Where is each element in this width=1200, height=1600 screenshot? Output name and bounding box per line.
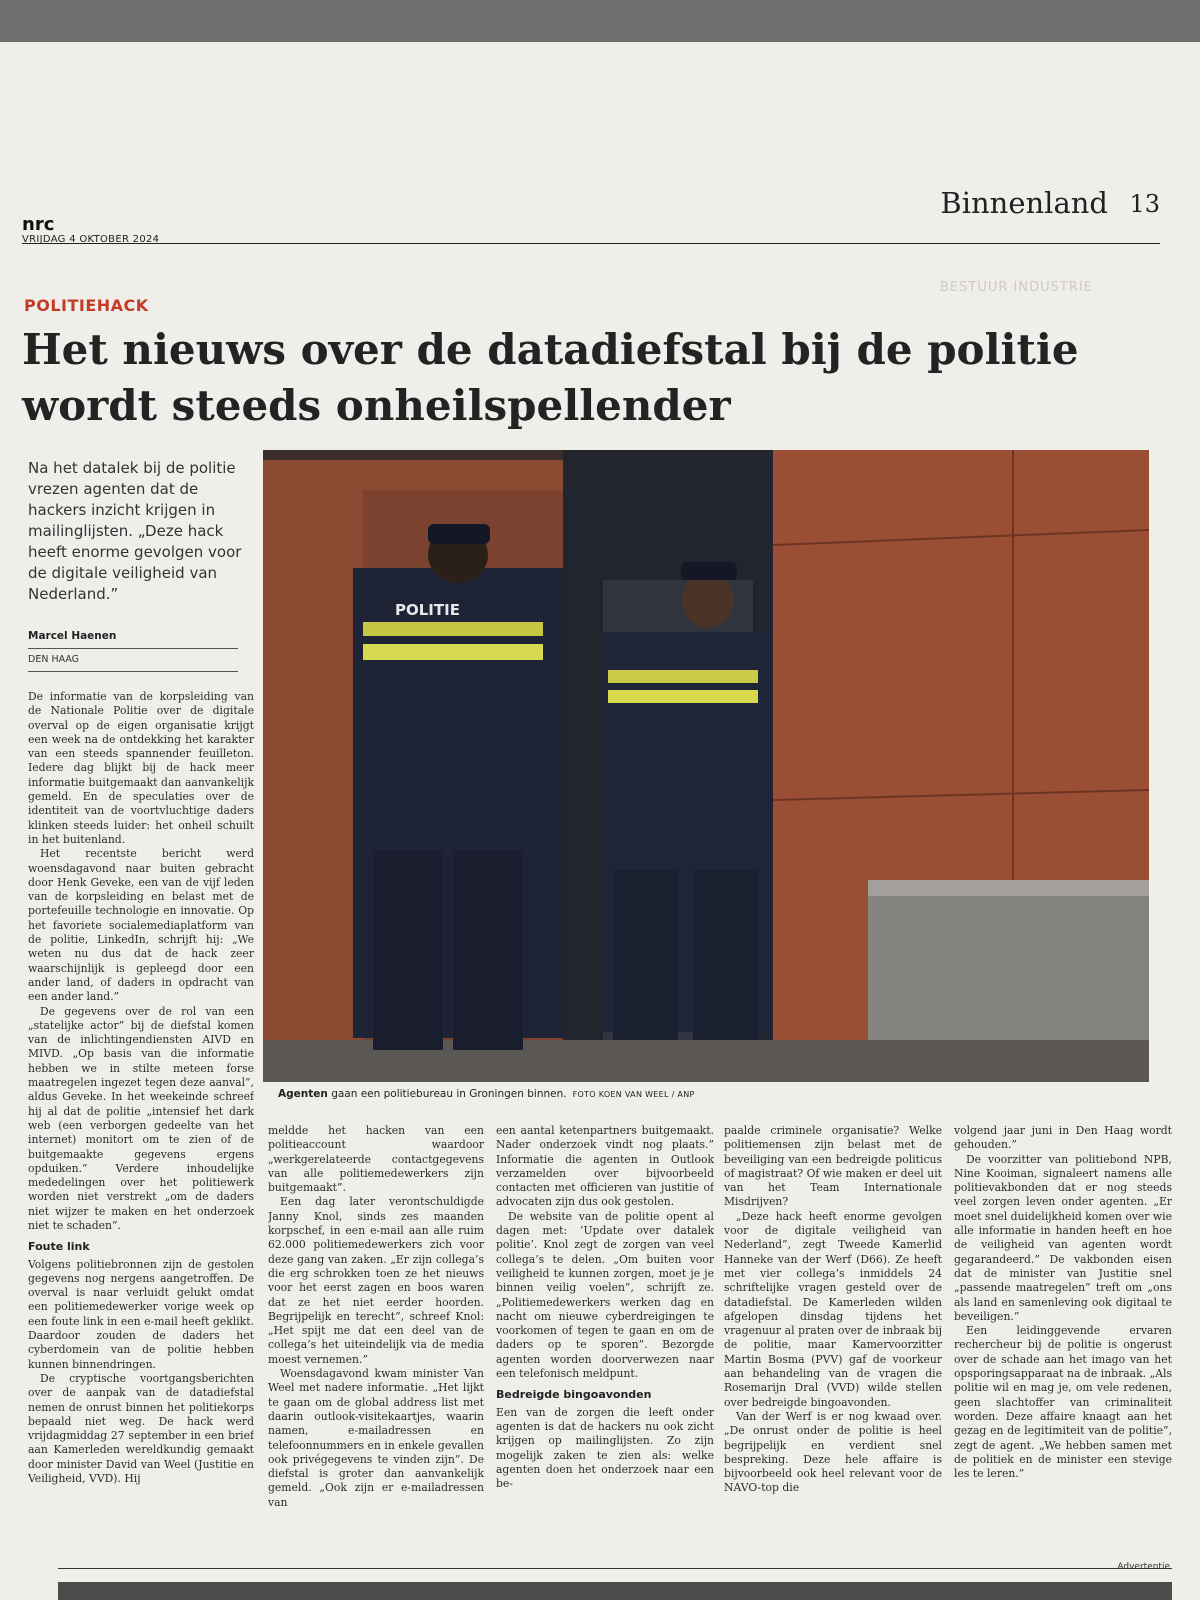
masthead: [22, 134, 1160, 244]
article-column-3: [496, 1124, 714, 1542]
police-officers-photo: [263, 450, 1149, 1082]
author-byline: Marcel Haenen: [28, 630, 238, 649]
paragraph: Het recentste bericht werd woensdagavond naar buiten gebracht door Henk Geveke, een van de vijf leden van de korpsleiding en belast met de portefeuille technologie en innovatie. Op het favoriete socialemediaplatform van de politie, LinkedIn, schrijft hij: „We weten nu dus dat de hack zeer waarschijnlijk is gepleegd door een ander land, of daders in opdracht van een ander land.”: [28, 847, 254, 1004]
article-column-1: [28, 690, 254, 1542]
footer-divider: [58, 1568, 1172, 1569]
paragraph: De informatie van de korpsleiding van de Nationale Politie over de digitale overval op de eigen organisatie krijgt een week na de ontdekking het karakter van een steeds spannender feuilleton. Iedere dag blijkt bij de hack meer informatie buitgemaakt dan aanvankelijk gemeld. En de speculaties over de identiteit van de voortvluchtige daders klinken steeds luider: het onheil schuilt in het buitenland.: [28, 690, 254, 846]
article-photo: [263, 450, 1149, 1082]
paragraph: meldde het hacken van een politieaccount waardoor „werkgerelateerde contactgegevens van alle politiemedewerkers zijn buitgemaakt”.: [268, 1124, 484, 1195]
article-column-2: [268, 1124, 484, 1542]
photo-credit: FOTO KOEN VAN WEEL / ANP: [572, 1090, 695, 1099]
advert-label: Advertentie: [1117, 1562, 1170, 1572]
subheading: Bedreigde bingoavonden: [496, 1388, 652, 1402]
paragraph: De website van de politie opent al dagen met: ‘Update over datalek politie’. Knol zegt de zorgen van veel collega’s te delen. „Om buiten voor veiligheid te kunnen zorgen, moet je je binnen veilig voelen”, schrijft ze. „Politiemedewerkers werken dag en nacht om nieuwe cyberdreigingen te voorkomen of tegen te gaan en om de daders op te sporen”. Bezorgde agenten worden doorverwezen naar een telefonisch meldpunt.: [496, 1209, 714, 1381]
vest-label: POLITIE: [395, 601, 460, 619]
article-column-5: [954, 1124, 1172, 1542]
caption-text: gaan een politiebureau in Groningen binnen.: [327, 1088, 567, 1100]
paragraph: Van der Werf is er nog kwaad over. „De onrust onder de politie is heel begrijpelijk en verdient snel bespreking. Deze hele affaire is bijvoorbeeld ook heel relevant voor de NAVO-top die: [724, 1409, 942, 1495]
dateline-location: DEN HAAG: [28, 654, 238, 672]
paragraph: volgend jaar juni in Den Haag wordt gehouden.”: [954, 1124, 1172, 1152]
paragraph: Een van de zorgen die leeft onder agenten is dat de hackers nu ook zicht krijgen op mailinglijsten. Zo zijn mogelijk zaken te zien als: welke agenten doen het onderzoek naar een be-: [496, 1405, 714, 1491]
paragraph: Woensdagavond kwam minister Van Weel met nadere informatie. „Het lijkt te gaan om de global address list met daarin outlook-visitekaartjes, waarin namen, e-mailadressen en telefoonnummers en in enkele gevallen ook privégegevens te vinden zijn”. De diefstal is groter dan aanvankelijk gemeld. „Ook zijn er e-mailadressen van: [268, 1367, 484, 1509]
section-title: Binnenland: [940, 186, 1108, 220]
article-headline: Het nieuws over de datadiefstal bij de politie wordt steeds onheilspellender: [22, 325, 1079, 430]
paragraph: Volgens politiebronnen zijn de gestolen gegevens nog nergens aangetroffen. De overval is naar verluidt gelukt omdat een politiemedewerker vorige week op een foute link in een e-mail heeft geklikt. Daardoor zouden de daders het cyberdomein van de politie hebben kunnen binnendringen.: [28, 1257, 254, 1371]
photo-caption: [278, 1088, 1138, 1100]
subheading: Foute link: [28, 1240, 90, 1254]
paragraph: Een dag later verontschuldigde Janny Knol, sinds zes maanden korpschef, in een e-mail aan alle ruim 62.000 politiemedewerkers zich voor deze gang van zaken. „Er zijn collega’s die erg schrokken toen ze het nieuws voor het eerst zagen en boos waren dat ze het niet eerder hoorden. Begrijpelijk en terecht”, schreef Knol: „Het spijt me dat een deel van de collega’s het uiteindelijk via de media moest vernemen.”: [268, 1195, 484, 1366]
edition-date: VRIJDAG 4 OKTOBER 2024: [22, 234, 160, 245]
nrc-logo: nrc: [22, 214, 55, 235]
page-number: 13: [1129, 190, 1160, 218]
paragraph: een aantal ketenpartners buitgemaakt. Nader onderzoek vindt nog plaats.” Informatie die agenten in Outlook verzamelden over bijvoorbeeld contacten met officieren van justitie of advocaten zijn dus ook gestolen.: [496, 1124, 714, 1209]
article-column-4: [724, 1124, 942, 1542]
paragraph: paalde criminele organisatie? Welke politiemensen zijn belast met de beveiliging van een bedreigde politicus of magistraat? Of wie maken er deel uit van het Team Internationale Misdrijven?: [724, 1124, 942, 1209]
advertisement-strip: [58, 1582, 1172, 1600]
newspaper-page: [0, 42, 1200, 1600]
article-kicker: POLITIEHACK: [24, 296, 149, 315]
caption-lead: Agenten: [278, 1088, 328, 1100]
paragraph: Een leidinggevende ervaren rechercheur bij de politie is ongerust over de schade aan het imago van het opsporingsapparaat na de inbraak. „Als politie wil en mag je, om vele redenen, geen slachtoffer van criminaliteit worden. Deze affaire knaagt aan het gezag en de legitimiteit van de politie”, zegt de agent. „We hebben samen met de politiek en de minister een stevige les te leren.”: [954, 1324, 1172, 1481]
article-intro: Na het datalek bij de politie vrezen agenten dat de hackers inzicht krijgen in mailinglijsten. „Deze hack heeft enorme gevolgen voor de digitale veiligheid van Nederland.”: [28, 459, 242, 603]
police-officer-left: [353, 524, 563, 1050]
paragraph: De voorzitter van politiebond NPB, Nine Kooiman, signaleert namens alle politievakbonden dat er nog steeds veel zorgen leven onder agenten. „Er moet snel duidelijkheid komen over wie alle informatie in handen heeft en hoe de veiligheid van agenten wordt gegarandeerd.” De vakbonden eisen dat de minister van Justitie snel „passende maatregelen” treft om „ons als land en samenleving ook digitaal te beveiligen.”: [954, 1152, 1172, 1323]
neighbour-article-kicker: BESTUUR INDUSTRIE: [940, 280, 1093, 295]
paragraph: „Deze hack heeft enorme gevolgen voor de digitale veiligheid van Nederland”, zegt Tweede Kamerlid Hanneke van der Werf (D66). Ze heeft met vier collega’s inmiddels 24 schriftelijke vragen gesteld over de datadiefstal. De Kamerleden wilden afgelopen dinsdag tijdens het vragenuur al praten over de inbraak bij de politie, maar Kamervoorzitter Martin Bosma (PVV) gaf de voorkeur aan behandeling van de vragen die Rosemarijn Dral (VVD) wilde stellen over bedreigde bingoavonden.: [724, 1209, 942, 1409]
paragraph: De cryptische voortgangsberichten over de aanpak van de datadiefstal nemen de onrust binnen het politiekorps bepaald niet weg. De hack werd vrijdagmiddag 27 september in een brief aan Kamerleden wereldkundig gemaakt door minister David van Weel (Justitie en Veiligheid, VVD). Hij: [28, 1371, 254, 1486]
paragraph: De gegevens over de rol van een „statelijke actor” bij de diefstal komen van de inlichtingendiensten AIVD en MIVD. „Op basis van die informatie hebben we in stilte meteen forse maatregelen ingezet tegen deze aanval”, aldus Geveke. In het weekeinde schreef hij al dat de politie „intensief het dark web (een verborgen gedeelte van het internet) monitort om te zien of de buitgemaakte gegevens ergens opduiken.” Verdere inhoudelijke mededelingen over het politiewerk worden niet verstrekt „om de daders niet wijzer te maken en het onderzoek niet te schaden”.: [28, 1004, 254, 1232]
police-officer-right: [603, 562, 773, 1040]
